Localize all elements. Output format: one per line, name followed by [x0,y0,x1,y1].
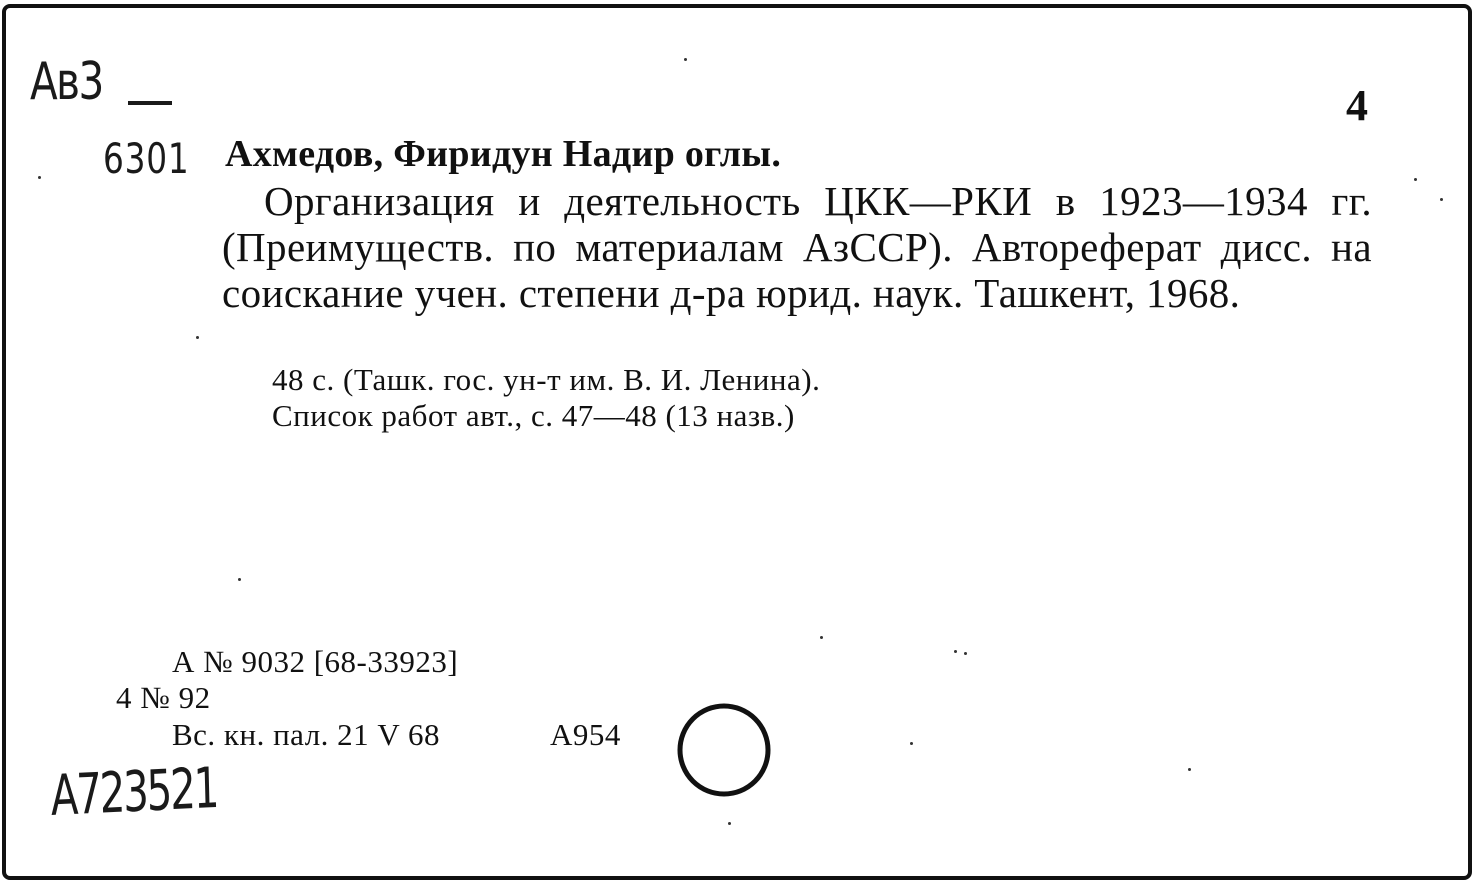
shelf-mark-underline [128,101,172,105]
scan-speck [238,578,241,581]
card-sequence-number: 6301 [103,134,190,183]
scan-speck [38,176,41,179]
circle-stamp-mark [672,700,782,804]
accession-line-3: Вс. кн. пал. 21 V 68 [172,717,441,752]
scan-speck [684,58,687,61]
scan-speck [1440,198,1443,201]
accession-line-1: А № 9032 [68-33923] [172,644,459,679]
accession-line-2: 4 № 92 [116,680,211,715]
physical-description-note: 48 с. (Ташк. гос. ун-т им. В. И. Ленина). [272,362,821,397]
scan-speck [964,652,967,655]
scan-speck [196,336,199,339]
scan-speck [1188,768,1191,771]
copies-count: 4 [1346,81,1368,130]
acquisition-number: А723521 [50,755,218,829]
scan-speck [728,822,731,825]
scan-speck [1414,178,1417,181]
scan-speck [954,650,957,653]
title-description: Организация и деятельность ЦКК—РКИ в 1923—1934 гг. (Преимуществ. по материалам АзССР). Автореферат дисс. на соискание учен. степени д-ра юрид. наук. Ташкент, 1968. [222,178,1372,316]
shelf-mark: Ав3 [30,52,103,112]
scan-speck [910,742,913,745]
author-heading: Ахмедов, Фиридун Надир оглы. [225,133,782,175]
scan-speck [820,636,823,639]
accession-code: А954 [550,717,621,752]
bibliography-note: Список работ авт., с. 47—48 (13 назв.) [272,398,795,433]
